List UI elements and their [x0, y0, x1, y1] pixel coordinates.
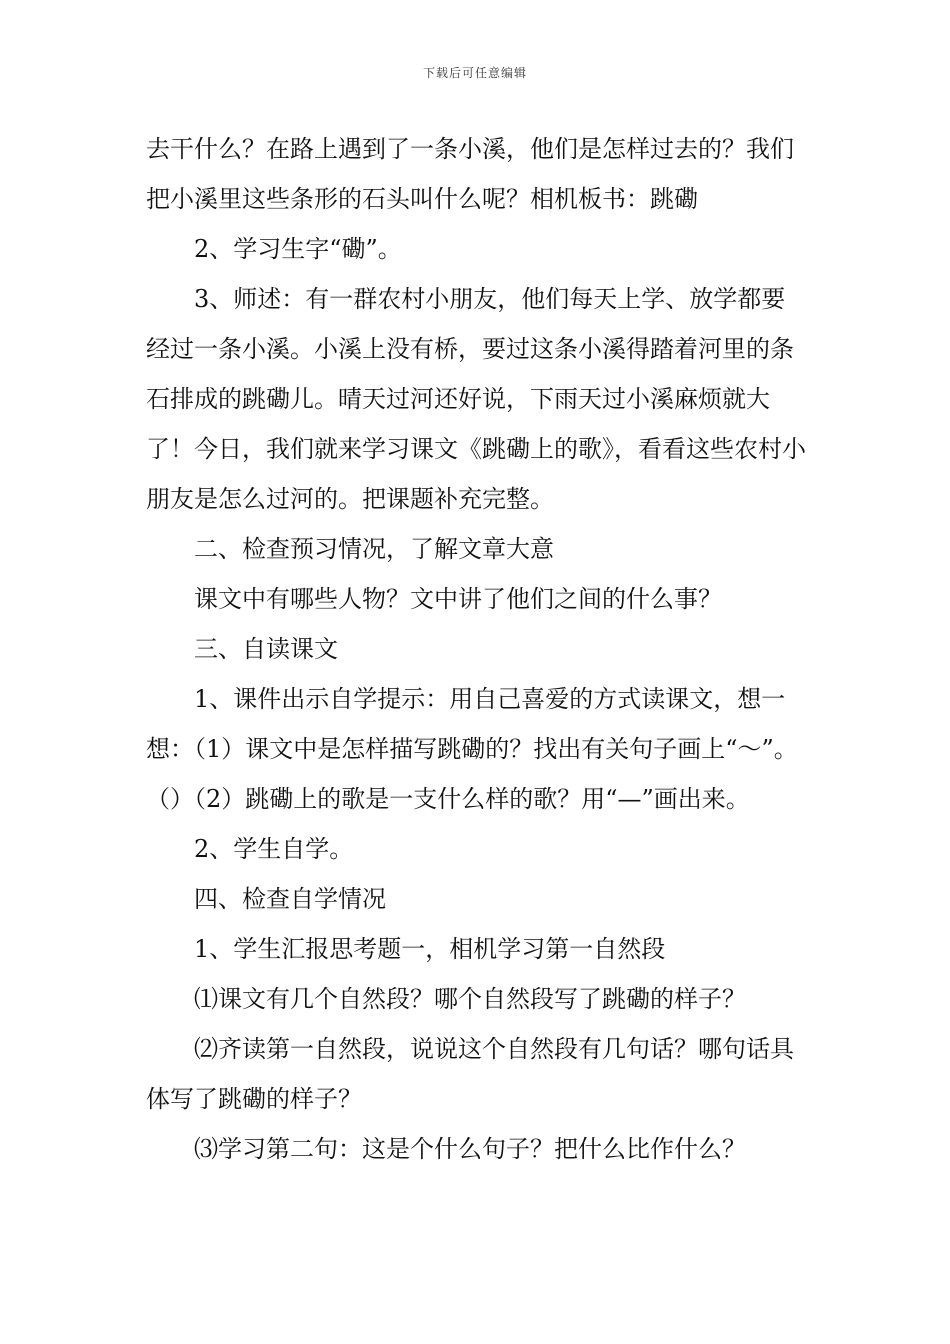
- section-heading: 二、检查预习情况，了解文章大意: [194, 535, 554, 563]
- paragraph: 2、学生自学。: [194, 835, 354, 863]
- paragraph: 2、学习生字“磡”。: [194, 235, 402, 263]
- paragraph: 去干什么？在路上遇到了一条小溪，他们是怎样过去的？我们把小溪里这些条形的石头叫什么呢？相机板书：跳磡: [146, 135, 794, 213]
- paragraph: 3、师述：有一群农村小朋友，他们每天上学、放学都要经过一条小溪。小溪上没有桥，要过这条小溪得踏着河里的条石排成的跳磡儿。晴天过河还好说，下雨天过小溪麻烦就大了！今日，我们就来学习课文《跳磡上的歌》，看看这些农村小朋友是怎么过河的。把课题补充完整。: [146, 285, 806, 513]
- paragraph: ⑶学习第二句：这是个什么句子？把什么比作什么？: [194, 1135, 746, 1163]
- paragraph: ⑴课文有几个自然段？哪个自然段写了跳磡的样子？: [194, 985, 746, 1013]
- paragraph: 1、课件出示自学提示：用自己喜爱的方式读课文，想一想：（1）课文中是怎样描写跳磡的？找出有关句子画上“～”。（）（2）跳磡上的歌是一支什么样的歌？用“—”画出来。: [146, 685, 798, 813]
- paragraph: 课文中有哪些人物？文中讲了他们之间的什么事？: [194, 585, 722, 613]
- paragraph: ⑵齐读第一自然段，说说这个自然段有几句话？哪句话具体写了跳磡的样子？: [146, 1035, 794, 1113]
- page-header: 下载后可任意编辑: [422, 66, 527, 80]
- paragraph: 1、学生汇报思考题一，相机学习第一自然段: [194, 935, 666, 963]
- document-body: [146, 124, 806, 1174]
- section-heading: 三、自读课文: [194, 635, 338, 663]
- section-heading: 四、检查自学情况: [194, 885, 386, 913]
